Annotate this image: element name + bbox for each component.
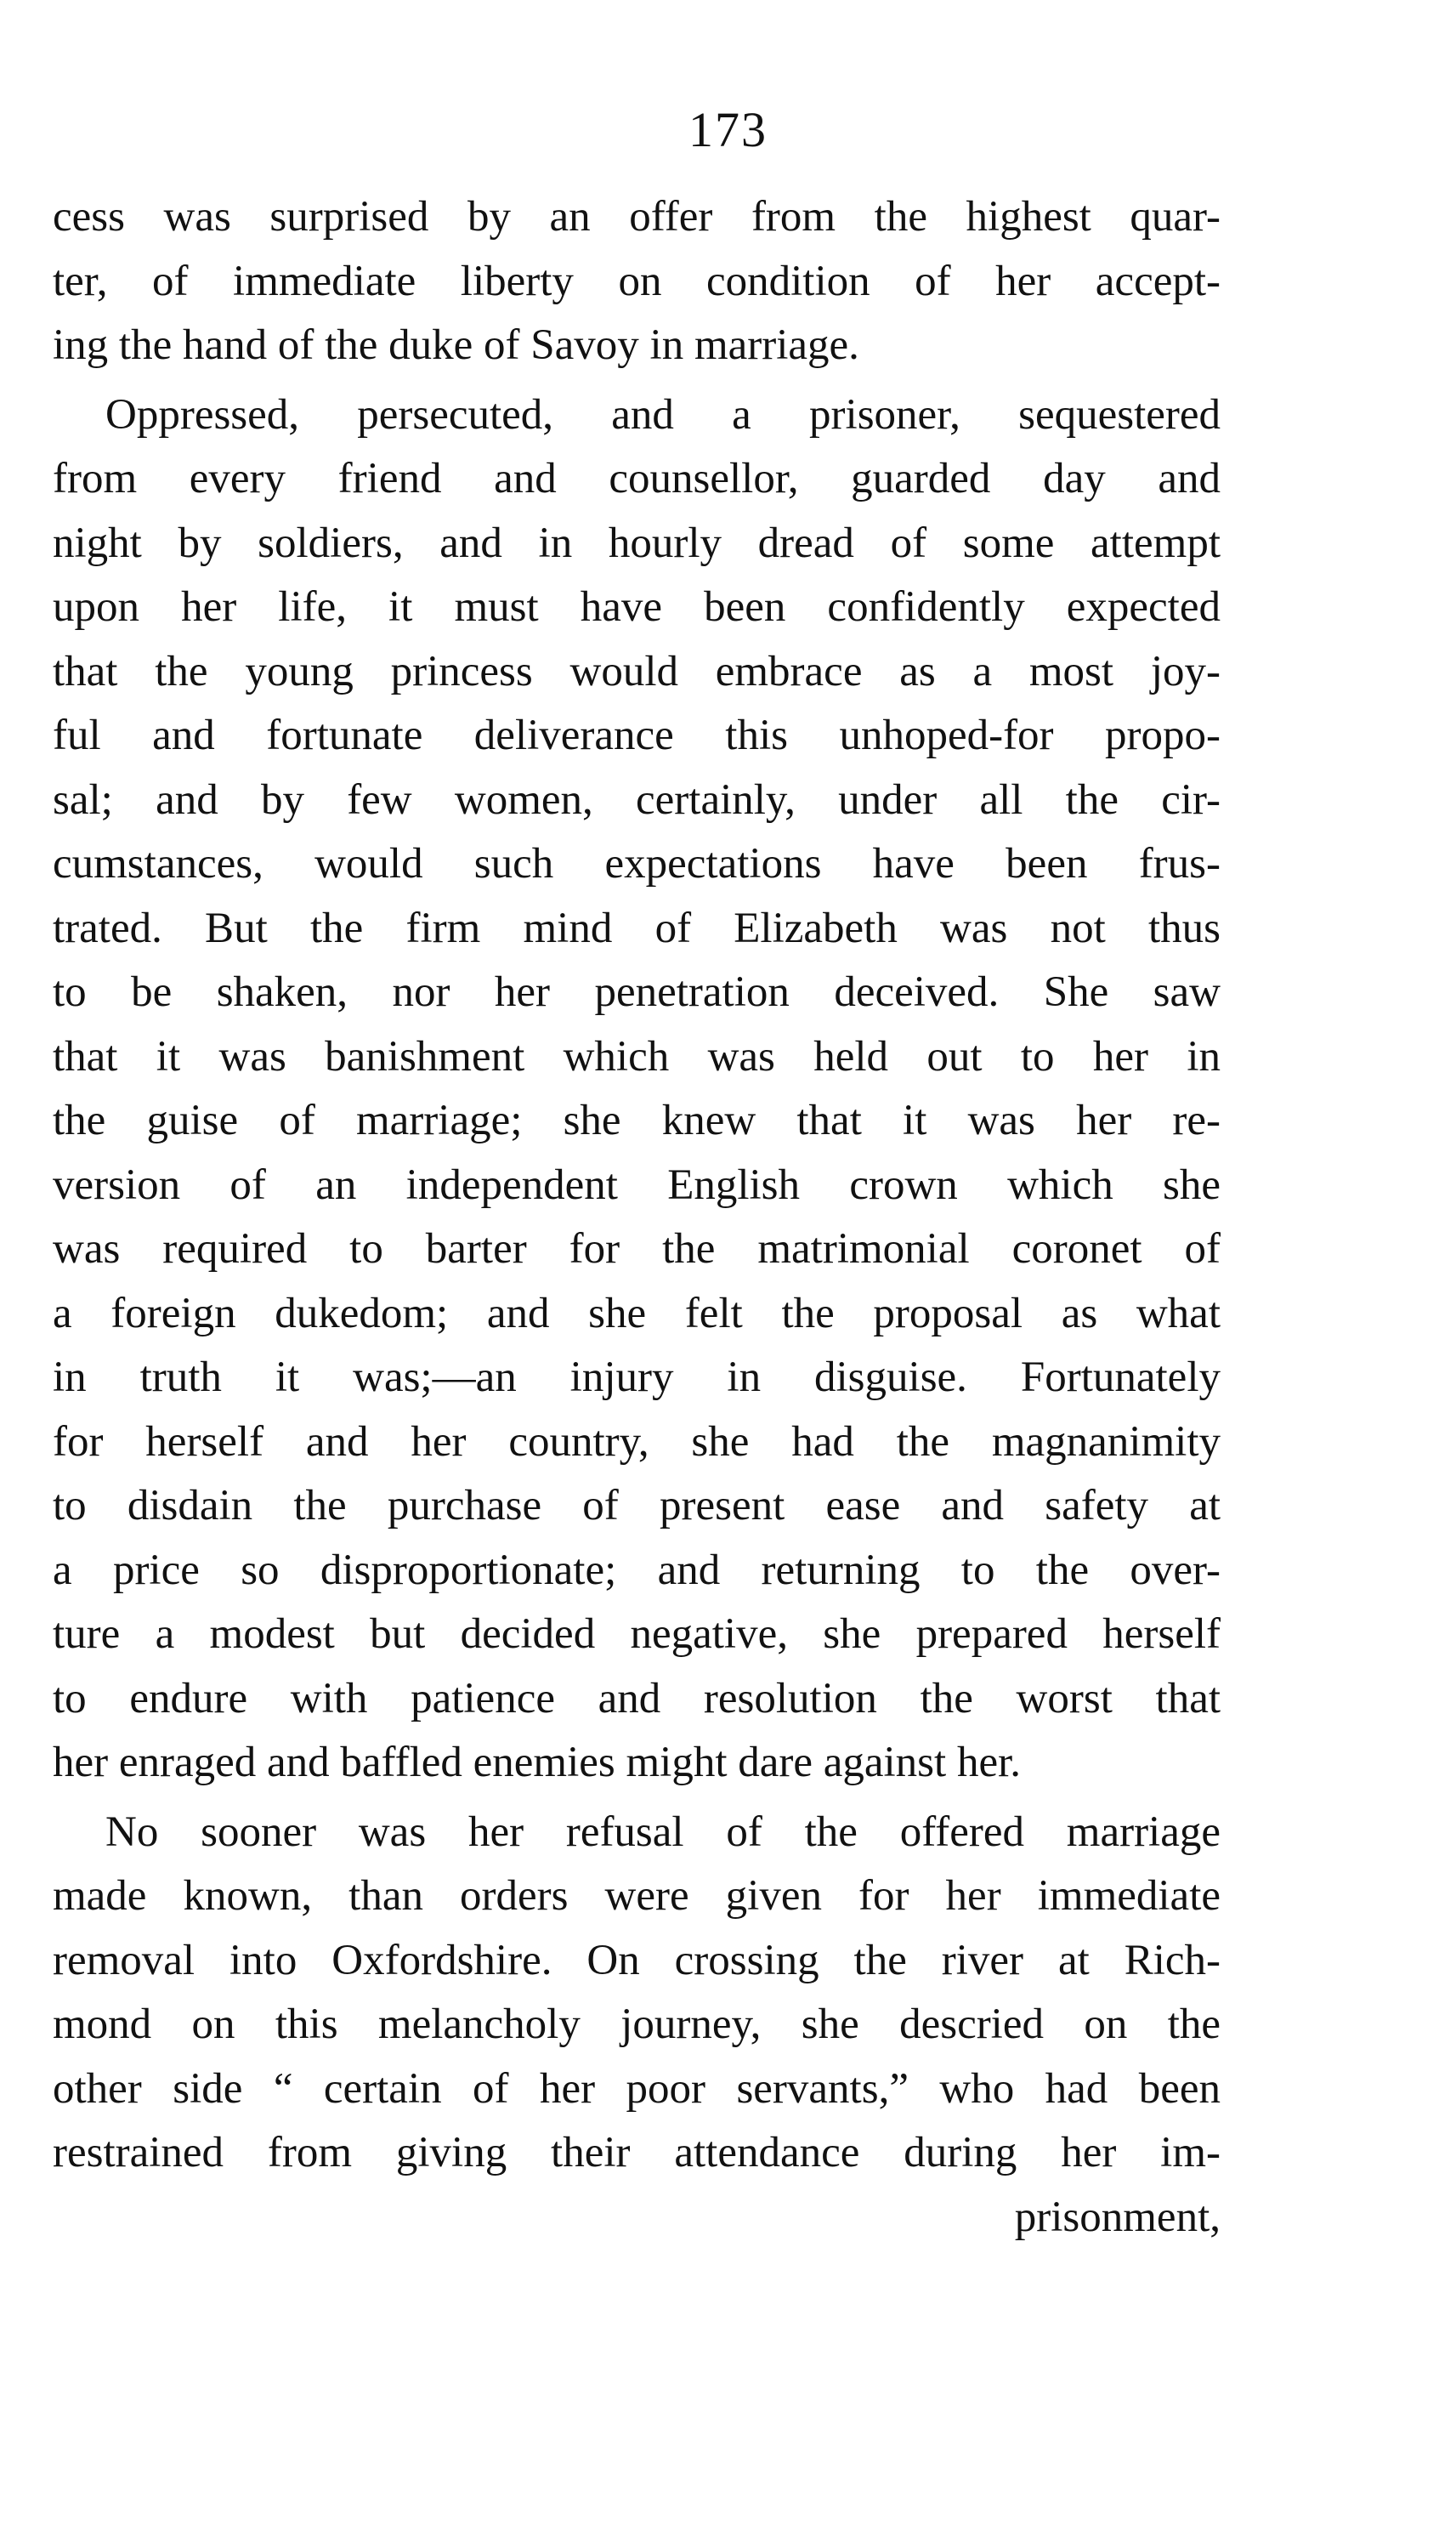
text-line: was required to barter for the matrimonial coronet of <box>53 1225 1221 1273</box>
text-line: cess was surprised by an offer from the highest quar- <box>53 193 1221 241</box>
text-line: ing the hand of the duke of Savoy in marriage. <box>53 321 859 369</box>
text-line: version of an independent English crown which she <box>53 1161 1221 1209</box>
text-line: from every friend and counsellor, guarded day and <box>53 455 1221 502</box>
text-line: restrained from giving their attendance during her im- <box>53 2129 1221 2176</box>
text-line: the guise of marriage; she knew that it was her re- <box>53 1097 1221 1144</box>
text-line: her enraged and baffled enemies might dare against her. <box>53 1739 1022 1786</box>
text-line: other side “ certain of her poor servants,” who had been <box>53 2064 1221 2113</box>
text-line: removal into Oxfordshire. On crossing the river at Rich- <box>53 1936 1221 1984</box>
paragraph <box>53 383 1221 1796</box>
body-text <box>53 185 1221 2186</box>
text-line: night by soldiers, and in hourly dread of some attempt <box>53 519 1221 567</box>
text-line: mond on this melancholy journey, she descried on the <box>53 2000 1221 2048</box>
text-line: cumstances, would such expectations have been frus- <box>53 840 1221 888</box>
text-line: ture a modest but decided negative, she prepared herself <box>53 1610 1221 1658</box>
paragraph <box>53 1801 1221 2186</box>
text-line: upon her life, it must have been confidently expected <box>53 583 1221 631</box>
text-line: No sooner was her refusal of the offered marriage <box>105 1807 1221 1856</box>
catchword: prisonment, <box>1014 2193 1221 2241</box>
page-number: 173 <box>688 102 768 157</box>
paragraph <box>53 185 1221 378</box>
text-line: to disdain the purchase of present ease and safety at <box>53 1482 1221 1529</box>
text-line: for herself and her country, she had the magnanimity <box>53 1417 1221 1466</box>
text-line: that it was banishment which was held out to her in <box>53 1032 1221 1081</box>
text-line: trated. But the firm mind of Elizabeth was not thus <box>53 904 1221 952</box>
text-line: a foreign dukedom; and she felt the proposal as what <box>53 1289 1221 1337</box>
text-line: sal; and by few women, certainly, under all the cir- <box>53 775 1221 824</box>
text-line: ful and fortunate deliverance this unhoped-for propo- <box>53 712 1221 759</box>
text-line: that the young princess would embrace as a most joy- <box>53 647 1221 695</box>
text-line: ter, of immediate liberty on condition of her accept- <box>53 257 1221 305</box>
text-line: Oppressed, persecuted, and a prisoner, sequestered <box>105 390 1221 439</box>
text-line: made known, than orders were given for her immediate <box>53 1872 1221 1920</box>
text-line: to be shaken, nor her penetration deceived. She saw <box>53 968 1221 1016</box>
text-line: a price so disproportionate; and returning to the over- <box>53 1546 1221 1594</box>
text-line: in truth it was;—an injury in disguise. Fortunately <box>53 1353 1221 1401</box>
text-line: to endure with patience and resolution the worst that <box>53 1674 1221 1722</box>
